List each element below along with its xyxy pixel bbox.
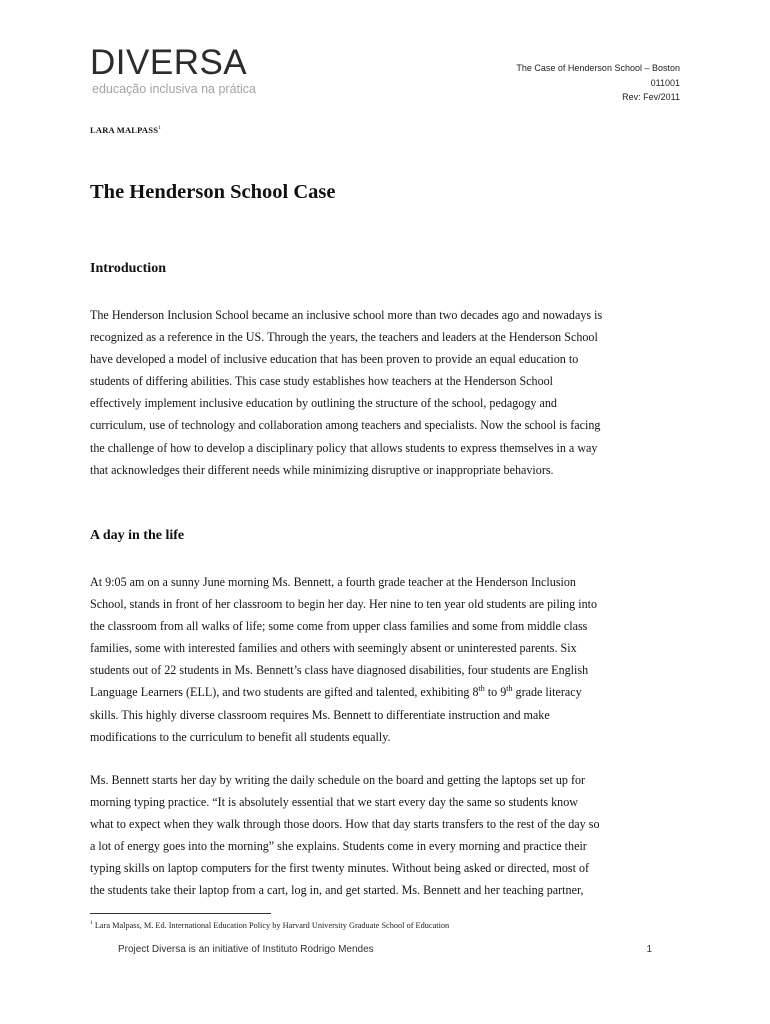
footnote [90, 920, 449, 930]
day-p2-line-2: morning typing practice. “It is absolutely essential that we start every day the same so students know [90, 795, 578, 810]
day-p1-line-1: At 9:05 am on a sunny June morning Ms. Bennett, a fourth grade teacher at the Henderson Inclusion [90, 575, 576, 589]
intro-line-8: that acknowledges their different needs while minimizing disruptive or inappropriate behaviors. [90, 462, 554, 477]
case-title: The Case of Henderson School – Boston [516, 63, 680, 73]
day-p1-line-6-tail: grade literacy [512, 685, 582, 700]
day-p1-line-7: skills. This highly diverse classroom requires Ms. Bennett to differentiate instruction and make [90, 707, 550, 722]
logo-tagline: educação inclusiva na prática [92, 82, 256, 96]
day-p2-line-5: typing skills on laptop computers for the first twenty minutes. Without being asked or directed, most of [90, 861, 590, 876]
day-in-life-paragraph-1 [90, 571, 690, 748]
author-name [90, 125, 161, 135]
diversa-logo [90, 43, 256, 96]
day-p2-line-3: what to expect when they walk through those doors. How that day starts transfers to the rest of the day so [90, 817, 600, 832]
intro-line-4: students of differing abilities. This case study establishes how teachers at the Henderson School [90, 374, 554, 389]
introduction-paragraph [90, 304, 690, 481]
intro-line-1: The Henderson Inclusion School became an inclusive school more than two decades ago and nowadays is [90, 308, 603, 322]
case-meta [516, 61, 680, 105]
document-title: The Henderson School Case [90, 181, 336, 203]
footer-text: Project Diversa is an initiative of Instituto Rodrigo Mendes [118, 944, 374, 955]
day-in-life-paragraph-2 [90, 769, 690, 902]
author-footnote-mark: 1 [158, 125, 162, 132]
day-p2-line-4: a lot of energy goes into the morning” she explains. Students come in every morning and practice their [90, 839, 587, 854]
day-p1-line-6 [90, 681, 690, 703]
superscript-th-a: th [478, 684, 485, 694]
day-p1-line-4: families, some with interested families and others with seemingly absent or uninterested parents. Six [90, 641, 577, 656]
revision-date: Rev: Fev/2011 [622, 92, 680, 102]
intro-line-5: effectively implement inclusive education by outlining the structure of the school, pedagogy and [90, 396, 557, 411]
footnote-text: Lara Malpass, M. Ed. International Education Policy by Harvard University Graduate School of Education [92, 920, 450, 930]
day-p1-line-5: students out of 22 students in Ms. Bennett’s class have diagnosed disabilities, four students are English [90, 663, 589, 678]
day-p1-line-8: modifications to the curriculum to benefit all students equally. [90, 729, 391, 744]
day-p1-line-6-mid: to 9 [484, 685, 507, 700]
day-p2-line-1: Ms. Bennett starts her day by writing the daily schedule on the board and getting the laptops set up for [90, 773, 586, 787]
author-name-text: LARA MALPASS [90, 125, 159, 135]
day-p1-line-6-text: Language Learners (ELL), and two students are gifted and talented, exhibiting 8 [90, 685, 479, 700]
introduction-heading: Introduction [90, 261, 166, 276]
footnote-divider [90, 913, 271, 914]
day-p1-line-3: the classroom from all walks of life; some come from upper class families and some from middle class [90, 619, 588, 634]
day-p1-line-2: School, stands in front of her classroom to begin her day. Her nine to ten year old students are piling into [90, 597, 598, 612]
intro-line-7: the challenge of how to develop a disciplinary policy that allows students to express themselves in a way [90, 440, 598, 455]
logo-title: DIVERSA [90, 43, 248, 82]
case-number: 011001 [650, 77, 680, 88]
superscript-th-b: th [506, 684, 513, 694]
footnote-mark: 1 [90, 920, 93, 926]
intro-line-2: recognized as a reference in the US. Through the years, the teachers and leaders at the Henderson School [90, 330, 598, 345]
page-number: 1 [646, 944, 652, 955]
day-p2-line-6: the students take their laptop from a cart, log in, and get started. Ms. Bennett and her teaching partner, [90, 883, 584, 898]
day-in-life-heading: A day in the life [90, 528, 185, 543]
intro-line-6: curriculum, use of technology and collaboration among teachers and specialists. Now the school is facing [90, 418, 601, 433]
intro-line-3: have developed a model of inclusive education that has been proven to provide an equal education to [90, 352, 579, 367]
